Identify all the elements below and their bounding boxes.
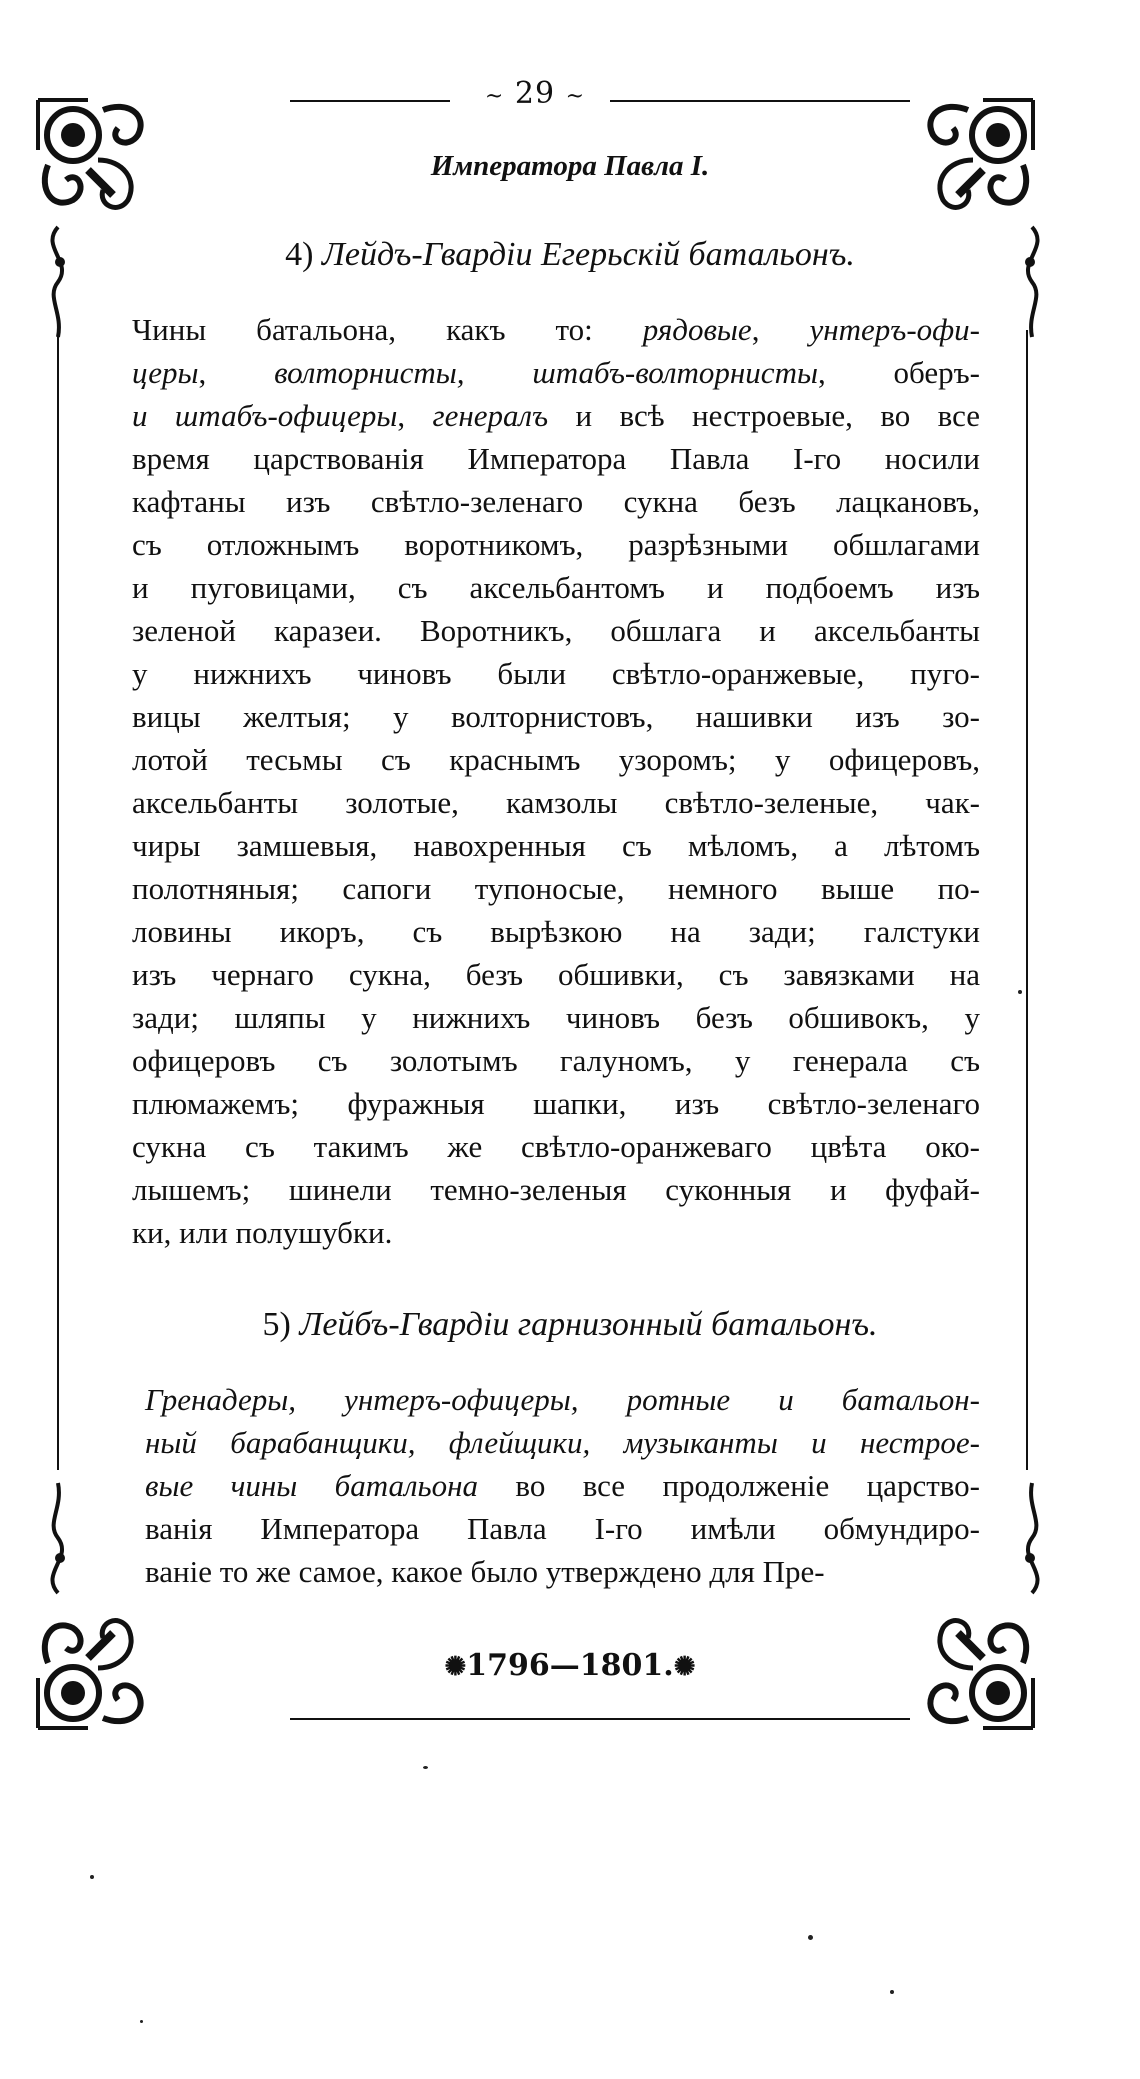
text-segment: зеленой каразеи. Воротникъ, обшлага и аксельбанты [132,613,980,648]
corner-ornament-top-left-icon [28,90,178,240]
paragraph-section-4 [100,308,980,1254]
corner-ornament-bottom-right-icon [893,1588,1043,1738]
text-segment: церы [132,355,199,390]
text-segment: вые чины батальона [145,1468,479,1503]
text-segment: и всѣ нестроевые, во все [548,398,981,433]
scroll-flourish-icon [38,222,78,342]
section-number: 5) [262,1306,291,1343]
scan-speck [90,1875,94,1879]
text-segment: ваніе то же самое, какое было утверждено для Пре- [145,1554,825,1589]
scan-speck [423,1766,428,1769]
scan-speck [140,2020,143,2023]
scroll-flourish-icon [1012,1478,1052,1598]
text-line [100,523,980,566]
text-line [100,1082,980,1125]
scan-speck [890,1990,894,1994]
frame-right-rule [1026,330,1028,1470]
text-line [100,609,980,652]
frame-top-rule-left [290,100,450,102]
text-segment: рядовые [642,312,752,347]
text-segment: генералъ [432,398,549,433]
text-segment: Чины батальона, какъ то: [132,312,643,347]
frame-top-rule-right [610,100,910,102]
text-line [100,781,980,824]
text-line [100,695,980,738]
footer-dates-text: 1796—1801. [466,1648,674,1683]
text-segment: и штабъ-офицеры [132,398,398,433]
text-segment: , [198,355,275,390]
text-line [100,867,980,910]
text-line [100,738,980,781]
running-head: Императора Павла I. [430,150,710,182]
text-segment: полотняныя; сапоги тупоносые, немного выше по- [132,871,980,906]
text-segment: съ отложнымъ воротникомъ, разрѣзными обшлагами [132,527,980,562]
scroll-flourish-icon [38,1478,78,1598]
text-line [100,437,980,480]
text-segment: во все продолженіе царство- [478,1468,981,1503]
text-segment: плюмажемъ; фуражныя шапки, изъ свѣтло-зеленаго [132,1086,980,1121]
page-number-value: 29 [514,76,556,111]
text-segment: , [397,398,433,433]
text-segment: Гренадеры, унтеръ-офицеры, ротные и батальон- [145,1382,980,1417]
text-line [100,652,980,695]
scan-speck [808,1935,813,1940]
text-line [100,910,980,953]
text-segment: лотой тесьмы съ краснымъ узоромъ; у офицеровъ, [132,742,980,777]
section-title: Лейбъ-Гвардіи гарнизонный батальонъ. [299,1306,878,1343]
asterisk-ornament-icon: ✺ [444,1652,467,1682]
scan-speck [1018,990,1022,994]
text-segment: аксельбанты золотые, камзолы свѣтло-зеленые, чак- [132,785,980,820]
footer-dates [400,1648,740,1683]
text-line [100,351,980,394]
text-line [100,480,980,523]
text-line [100,953,980,996]
frame-bottom-rule [290,1718,910,1720]
text-segment: лышемъ; шинели темно-зеленыя суконныя и фуфай- [132,1172,980,1207]
text-segment: офицеровъ съ золотымъ галуномъ, у генерала съ [132,1043,980,1078]
text-line [100,1421,980,1464]
text-line [100,996,980,1039]
text-line [100,1211,980,1254]
page-number: ~ 29 ~ [484,76,586,111]
text-segment: у нижнихъ чиновъ были свѣтло-оранжевые, пуго- [132,656,980,691]
corner-ornament-bottom-left-icon [28,1588,178,1738]
section-title: Лейдъ-Гвардіи Егерьскій батальонъ. [321,236,855,273]
text-segment: волторнисты, штабъ-волторнисты [274,355,818,390]
text-segment: кафтаны изъ свѣтло-зеленаго сукна безъ лацкановъ, [132,484,980,519]
text-line [100,1464,980,1507]
paragraph-section-5 [100,1378,980,1593]
text-segment: , [817,355,894,390]
frame-left-rule [57,330,59,1470]
text-segment: зади; шляпы у нижнихъ чиновъ безъ обшивокъ, у [132,1000,980,1035]
text-segment: ванія Императора Павла I-го имѣли обмундиро- [145,1511,980,1546]
text-line [100,1039,980,1082]
text-line [100,394,980,437]
text-segment: ки, или полушубки. [132,1215,393,1250]
text-segment: , [751,312,810,347]
text-segment: изъ чернаго сукна, безъ обшивки, съ завязками на [132,957,980,992]
section-heading-4 [100,236,1040,274]
text-segment: сукна съ такимъ же свѣтло-оранжеваго цвѣта око- [132,1129,980,1164]
text-segment: унтеръ-офи- [809,312,980,347]
text-segment: и пуговицами, съ аксельбантомъ и подбоемъ изъ [132,570,980,605]
text-line [100,1168,980,1211]
text-segment: чиры замшевыя, навохренныя съ мѣломъ, а лѣтомъ [132,828,980,863]
text-line [100,1378,980,1421]
text-segment: оберъ- [893,355,980,390]
text-segment: ный барабанщики, флейщики, музыканты и нестрое- [145,1425,980,1460]
text-line [100,1507,980,1550]
text-line [100,1550,980,1593]
text-segment: вицы желтыя; у волторнистовъ, нашивки изъ зо- [132,699,980,734]
section-heading-5 [100,1306,1040,1344]
text-line [100,566,980,609]
text-segment: время царствованія Императора Павла I-го носили [132,441,980,476]
text-line [100,308,980,351]
text-line [100,1125,980,1168]
corner-ornament-top-right-icon [893,90,1043,240]
section-number: 4) [285,236,314,273]
asterisk-ornament-icon: ✺ [673,1652,696,1682]
text-line [100,824,980,867]
text-segment: ловины икоръ, съ вырѣзкою на зади; галстуки [132,914,980,949]
